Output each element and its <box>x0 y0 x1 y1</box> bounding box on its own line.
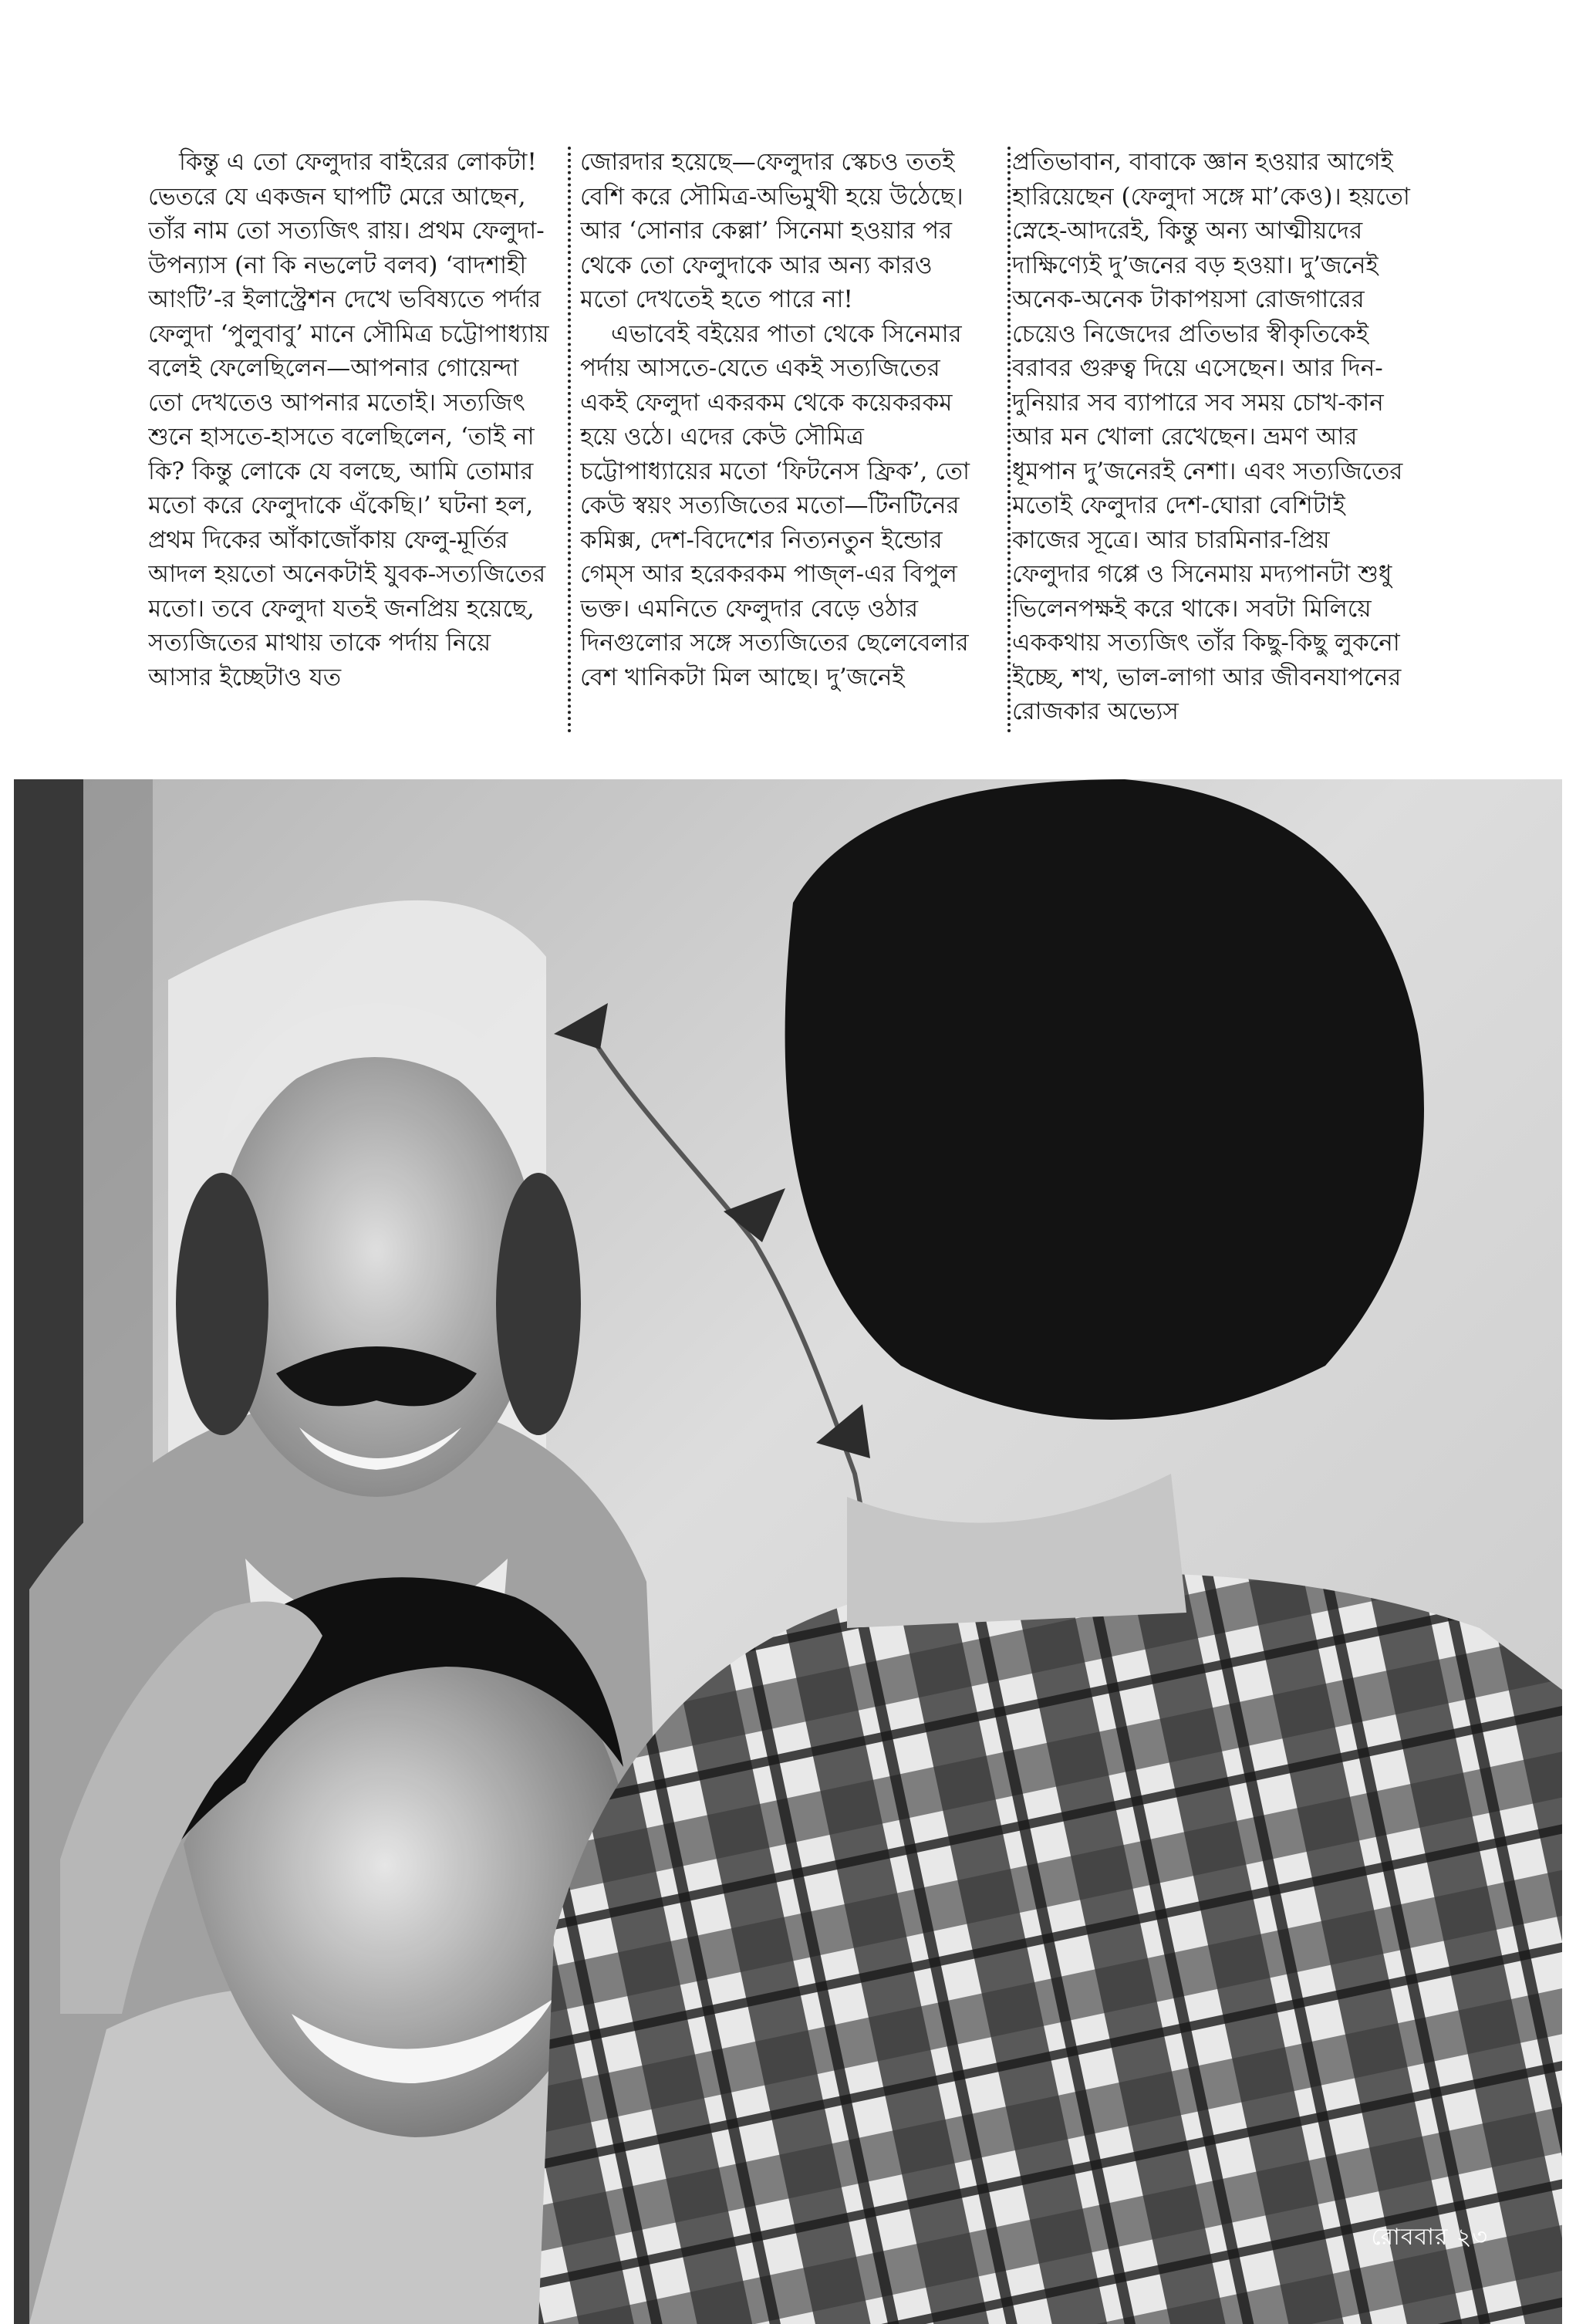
text-column-3 <box>1012 145 1413 739</box>
column-divider <box>568 147 571 733</box>
paragraph: প্রতিভাবান, বাবাকে জ্ঞান হওয়ার আগেই হারিয়েছেন (ফেলুদা সঙ্গে মা’কেও)। হয়তো স্নেহে-আদরেই, কিন্তু অন্য আত্মীয়দের দাক্ষিণ্যেই দু’জনের বড় হওয়া। দু’জনেই অনেক-অনেক টাকাপয়সা রোজগারের চেয়েও নিজেদের প্রতিভার স্বীকৃতিকেই বরাবর গুরুত্ব দিয়ে এসেছেন। আর দিন-দুনিয়ার সব ব্যাপারে সব সময় চোখ-কান আর মন খোলা রেখেছেন। ভ্রমণ আর ধূমপান দু’জনেরই নেশা। এবং সত্যজিতের মতোই ফেলুদার দেশ-ঘোরা বেশিটাই কাজের সূত্রে। আর চারমিনার-প্রিয় ফেলুদার গপ্পে ও সিনেমায় মদ্যপানটা শুধু ভিলেনপক্ষই করে থাকে। সবটা মিলিয়ে এককথায় সত্যজিৎ তাঁর কিছু-কিছু লুকনো ইচ্ছে, শখ, ভাল-লাগা আর জীবনযাপনের রোজকার অভ্যেস <box>1012 148 1410 725</box>
photo-illustration <box>14 779 1562 2324</box>
film-still-photo <box>14 779 1562 2324</box>
paragraph: এভাবেই বইয়ের পাতা থেকে সিনেমার পর্দায় আসতে-যেতে একই সত্যজিতের একই ফেলুদা একরকম থেকে কয়েকরকম হয়ে ওঠে। এদের কেউ সৌমিত্র চট্টোপাধ্যায়ের মতো ‘ফিটনেস ফ্রিক’, তো কেউ স্বয়ং সত্যজিতের মতো—টিনটিনের কমিক্স, দেশ-বিদেশের নিত্যনতুন ইন্ডোর গেম্স আর হরেকরকম পাজ্ল-এর বিপুল ভক্ত। এমনিতে ফেলুদার বেড়ে ওঠার দিনগুলোর সঙ্গে সত্যজিতের ছেলেবেলার বেশ খানিকটা মিল আছে। দু’জনেই <box>580 319 970 691</box>
column-divider <box>1007 147 1011 733</box>
text-column-2 <box>580 145 981 739</box>
article-columns <box>148 145 1413 739</box>
paragraph: জোরদার হয়েছে—ফেলুদার স্কেচও ততই বেশি করে সৌমিত্র-অভিমুখী হয়ে উঠেছে। আর ‘সোনার কেল্লা’ সিনেমা হওয়ার পর থেকে তো ফেলুদাকে আর অন্য কারও মতো দেখতেই হতে পারে না! <box>580 148 963 313</box>
page-label: রোববার ২৩ <box>1371 2224 1488 2251</box>
paragraph: কিন্তু এ তো ফেলুদার বাইরের লোকটা! ভেতরে যে একজন ঘাপটি মেরে আছেন, তাঁর নাম তো সত্যজিৎ রায়। প্রথম ফেলুদা-উপন্যাস (না কি নভলেট বলব) ‘বাদশাহী আংটি’-র ইলাস্ট্রেশন দেখে ভবিষ্যতে পর্দার ফেলুদা ‘পুলুবাবু’ মানে সৌমিত্র চট্টোপাধ্যায় বলেই ফেলেছিলেন—আপনার গোয়েন্দা তো দেখতেও আপনার মতোই। সত্যজিৎ শুনে হাসতে-হাসতে বলেছিলেন, ‘তাই না কি? কিন্তু লোকে যে বলছে, আমি তোমার মতো করে ফেলুদাকে এঁকেছি।’ ঘটনা হল, প্রথম দিকের আঁকাজোঁকায় ফেলু-মূর্তির আদল হয়তো অনেকটাই যুবক-সত্যজিতের মতো। তবে ফেলুদা যতই জনপ্রিয় হয়েছে, সত্যজিতের মাথায় তাকে পর্দায় নিয়ে আসার ইচ্ছেটাও যত <box>148 148 549 691</box>
text-column-1 <box>148 145 549 739</box>
